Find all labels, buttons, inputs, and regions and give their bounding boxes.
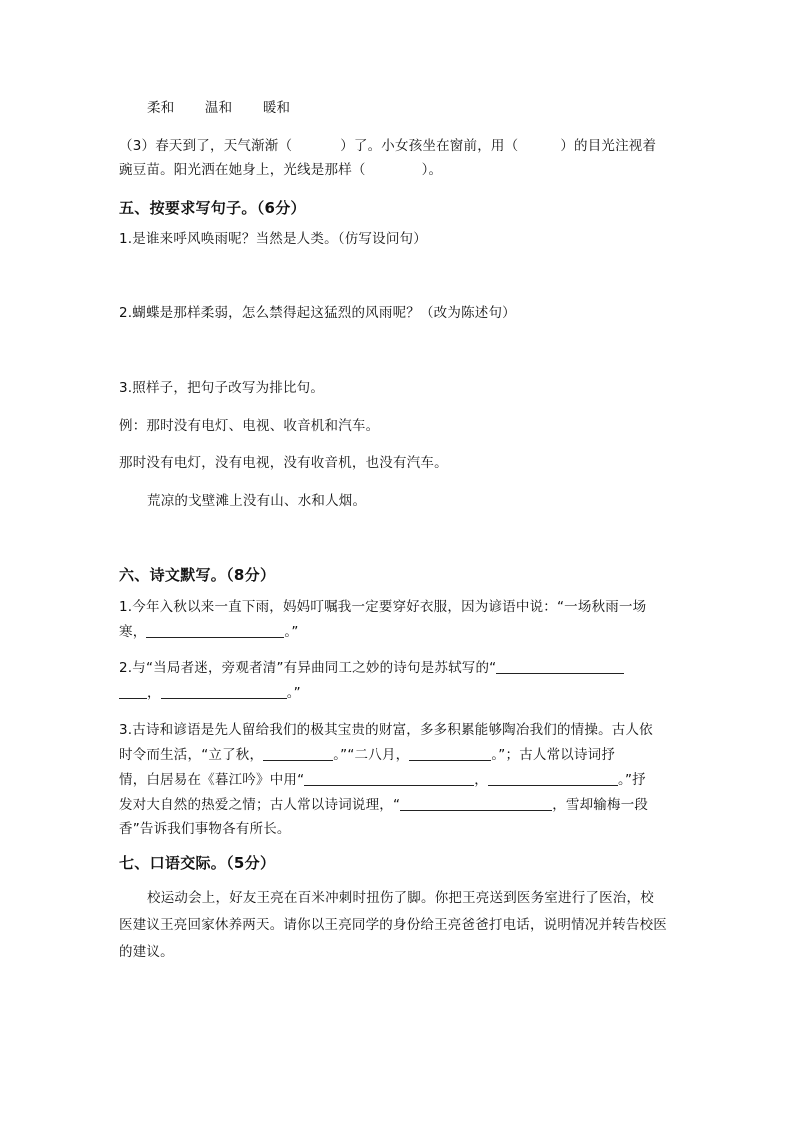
question-continuation — [119, 745, 615, 765]
text-segment: 。” — [286, 685, 301, 701]
text-segment: 。” — [284, 624, 299, 640]
question-continuation — [119, 622, 299, 642]
answer-blank[interactable] — [119, 684, 147, 699]
answer-blank[interactable] — [488, 771, 618, 786]
task-sentence: 荒凉的戈壁滩上没有山、水和人烟。 — [147, 493, 367, 509]
question: 3.古诗和谚语是先人留给我们的极其宝贵的财富，多多积累能够陶冶我们的情操。古人依 — [119, 722, 653, 738]
answer-blank[interactable] — [400, 796, 552, 811]
answer-blank[interactable] — [263, 746, 333, 761]
fill-question-3-line1 — [119, 136, 656, 156]
word-options — [147, 98, 316, 118]
question: 1.是谁来呼风唤雨呢？当然是人类。（仿写设问句） — [119, 231, 427, 247]
section-title: 五、按要求写句子。（6分） — [119, 199, 306, 217]
text-segment: 寒， — [119, 624, 147, 640]
option-word: 温和 — [204, 100, 233, 116]
answer-blank[interactable] — [161, 684, 287, 699]
paragraph-line: 校运动会上，好友王亮在百米冲刺时扭伤了脚。你把王亮送到医务室进行了医治，校 — [147, 890, 654, 906]
question: 1.今年入秋以来一直下雨，妈妈叮嘱我一定要穿好衣服，因为谚语中说：“一场秋雨一场 — [119, 599, 647, 615]
text-segment: 。”抒 — [618, 772, 646, 788]
text-segment: 发对大自然的热爱之情；古人常以诗词说理，“ — [119, 797, 401, 813]
text-segment: 豌豆苗。阳光洒在她身上，光线是那样（ — [119, 162, 366, 178]
text-segment: ，雪却输梅一段 — [552, 797, 649, 813]
text-segment: ， — [474, 772, 488, 788]
text-segment: 情，白居易在《暮江吟》中用“ — [119, 772, 305, 788]
example-label: 例：那时没有电灯、电视、收音机和汽车。 — [119, 418, 380, 434]
text-segment: ， — [147, 685, 161, 701]
text-segment: 。”；古人常以诗词抒 — [491, 747, 616, 763]
text-segment: ）了。小女孩坐在窗前，用（ — [340, 138, 519, 154]
answer-blank[interactable] — [496, 659, 624, 674]
answer-blank[interactable] — [304, 771, 474, 786]
section-title: 六、诗文默写。（8分） — [119, 566, 276, 584]
answer-blank[interactable] — [409, 746, 491, 761]
question — [119, 658, 624, 678]
paragraph-line: 医建议王亮回家休养两天。请你以王亮同学的身份给王亮爸爸打电话，说明情况并转告校医 — [119, 917, 667, 933]
question-continuation — [119, 683, 301, 703]
text-segment: 时令而生活，“立了秋， — [119, 747, 264, 763]
fill-question-3-line2 — [119, 160, 442, 180]
question: 2.蝴蝶是那样柔弱，怎么禁得起这猛烈的风雨呢？（改为陈述句） — [119, 305, 516, 321]
text-segment: 。”“二八月， — [333, 747, 410, 763]
option-word: 暖和 — [262, 100, 291, 116]
text-segment: ）。 — [421, 162, 443, 178]
question-continuation: 香”告诉我们事物各有所长。 — [119, 821, 291, 837]
text-segment: 2.与“当局者迷，旁观者清”有异曲同工之妙的诗句是苏轼写的“ — [119, 660, 497, 676]
question-continuation — [119, 795, 648, 815]
question: 3.照样子，把句子改写为排比句。 — [119, 380, 325, 396]
section-title: 七、口语交际。（5分） — [119, 854, 276, 872]
example-answer: 那时没有电灯，没有电视，没有收音机，也没有汽车。 — [119, 455, 448, 471]
text-segment: ）的目光注视着 — [560, 138, 657, 154]
answer-blank[interactable] — [146, 623, 284, 638]
paragraph-line: 的建议。 — [119, 944, 174, 960]
text-segment: （3）春天到了，天气渐渐（ — [119, 138, 293, 154]
option-word: 柔和 — [147, 100, 175, 116]
question-continuation — [119, 770, 646, 790]
